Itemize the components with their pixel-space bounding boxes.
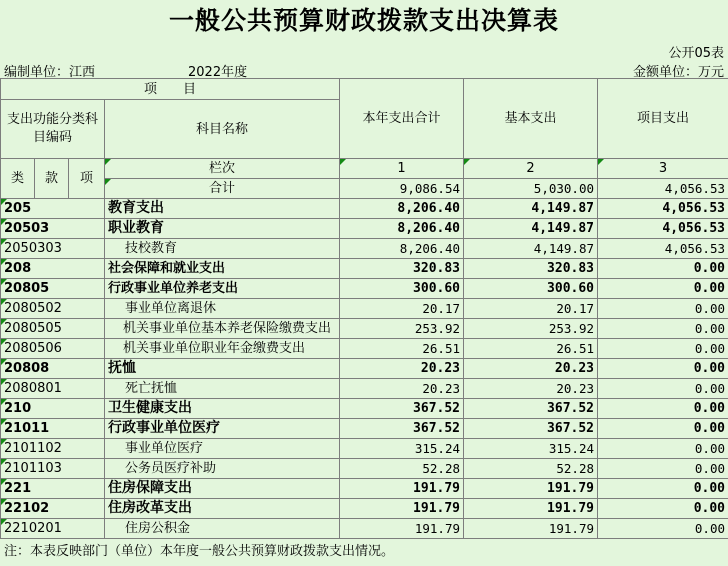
row-total: 315.24 <box>340 439 464 459</box>
table-row <box>1 199 728 219</box>
row-basic: 191.79 <box>464 519 598 539</box>
row-subject-name: 机关事业单位基本养老保险缴费支出 <box>105 319 340 339</box>
row-basic: 4,149.87 <box>464 239 598 259</box>
row-total: 367.52 <box>340 399 464 419</box>
header-row-columns <box>1 159 728 179</box>
row-total: 191.79 <box>340 499 464 519</box>
row-total: 8,206.40 <box>340 219 464 239</box>
sum-basic: 5,030.00 <box>464 179 598 199</box>
table-row <box>1 359 728 379</box>
header-item: 项 目 <box>1 79 340 100</box>
row-basic: 191.79 <box>464 499 598 519</box>
row-total: 8,206.40 <box>340 199 464 219</box>
row-project: 0.00 <box>598 499 728 519</box>
row-project: 4,056.53 <box>598 239 728 259</box>
header-basic: 基本支出 <box>464 79 598 159</box>
row-total: 191.79 <box>340 479 464 499</box>
row-basic: 191.79 <box>464 479 598 499</box>
row-project: 0.00 <box>598 519 728 539</box>
sum-row <box>1 179 728 199</box>
header-xiang: 项 <box>69 159 105 199</box>
header-project: 项目支出 <box>598 79 728 159</box>
table-row <box>1 419 728 439</box>
row-project: 0.00 <box>598 319 728 339</box>
column-no-2: 2 <box>464 159 598 179</box>
row-project: 4,056.53 <box>598 199 728 219</box>
row-project: 0.00 <box>598 299 728 319</box>
row-code: 2080505 <box>1 319 105 339</box>
row-code: 2210201 <box>1 519 105 539</box>
table-row <box>1 499 728 519</box>
column-no-1: 1 <box>340 159 464 179</box>
table-row <box>1 459 728 479</box>
row-code: 22102 <box>1 499 105 519</box>
row-project: 0.00 <box>598 399 728 419</box>
row-code: 2101102 <box>1 439 105 459</box>
row-project: 0.00 <box>598 359 728 379</box>
header-code-group: 支出功能分类科目编码 <box>1 100 105 159</box>
row-total: 253.92 <box>340 319 464 339</box>
money-unit: 金额单位：万元 <box>632 65 724 80</box>
row-subject-name: 技校教育 <box>105 239 340 259</box>
table-row <box>1 319 728 339</box>
row-basic: 253.92 <box>464 319 598 339</box>
row-code: 2080506 <box>1 339 105 359</box>
row-basic: 4,149.87 <box>464 219 598 239</box>
row-basic: 26.51 <box>464 339 598 359</box>
row-code: 20805 <box>1 279 105 299</box>
row-code: 2101103 <box>1 459 105 479</box>
row-subject-name: 行政事业单位医疗 <box>105 419 340 439</box>
row-total: 367.52 <box>340 419 464 439</box>
header-row-item <box>1 79 728 100</box>
row-total: 191.79 <box>340 519 464 539</box>
row-subject-name: 住房改革支出 <box>105 499 340 519</box>
row-total: 320.83 <box>340 259 464 279</box>
expenditure-table <box>0 78 728 539</box>
row-basic: 320.83 <box>464 259 598 279</box>
column-no-label: 栏次 <box>105 159 340 179</box>
header-lei: 类 <box>1 159 35 199</box>
row-subject-name: 住房公积金 <box>105 519 340 539</box>
table-row <box>1 519 728 539</box>
row-total: 300.60 <box>340 279 464 299</box>
row-total: 20.23 <box>340 359 464 379</box>
row-subject-name: 教育支出 <box>105 199 340 219</box>
row-code: 2050303 <box>1 239 105 259</box>
row-project: 0.00 <box>598 339 728 359</box>
table-row <box>1 259 728 279</box>
row-total: 20.23 <box>340 379 464 399</box>
table-row <box>1 439 728 459</box>
row-total: 8,206.40 <box>340 239 464 259</box>
report-year: 2022年度 <box>188 65 248 80</box>
row-total: 20.17 <box>340 299 464 319</box>
row-project: 0.00 <box>598 259 728 279</box>
row-subject-name: 社会保障和就业支出 <box>105 259 340 279</box>
row-code: 21011 <box>1 419 105 439</box>
row-subject-name: 职业教育 <box>105 219 340 239</box>
sum-label: 合计 <box>105 179 340 199</box>
table-row <box>1 339 728 359</box>
table-row <box>1 379 728 399</box>
row-code: 205 <box>1 199 105 219</box>
row-subject-name: 机关事业单位职业年金缴费支出 <box>105 339 340 359</box>
row-project: 0.00 <box>598 459 728 479</box>
table-row <box>1 479 728 499</box>
row-basic: 367.52 <box>464 419 598 439</box>
row-code: 20503 <box>1 219 105 239</box>
row-project: 0.00 <box>598 379 728 399</box>
row-subject-name: 卫生健康支出 <box>105 399 340 419</box>
header-kuan: 款 <box>35 159 69 199</box>
row-basic: 300.60 <box>464 279 598 299</box>
row-subject-name: 住房保障支出 <box>105 479 340 499</box>
row-subject-name: 行政事业单位养老支出 <box>105 279 340 299</box>
row-basic: 52.28 <box>464 459 598 479</box>
row-project: 0.00 <box>598 419 728 439</box>
table-row <box>1 399 728 419</box>
sum-project: 4,056.53 <box>598 179 728 199</box>
row-basic: 20.23 <box>464 379 598 399</box>
form-code: 公开05表 <box>668 46 724 61</box>
row-project: 0.00 <box>598 439 728 459</box>
row-basic: 4,149.87 <box>464 199 598 219</box>
footnote: 注：本表反映部门（单位）本年度一般公共预算财政拨款支出情况。 <box>4 544 395 559</box>
column-no-3: 3 <box>598 159 728 179</box>
table-row <box>1 239 728 259</box>
report-title: 一般公共预算财政拨款支出决算表 <box>168 6 559 35</box>
row-total: 52.28 <box>340 459 464 479</box>
row-project: 4,056.53 <box>598 219 728 239</box>
row-code: 2080801 <box>1 379 105 399</box>
table-row <box>1 219 728 239</box>
header-subject-name: 科目名称 <box>105 100 340 159</box>
row-subject-name: 抚恤 <box>105 359 340 379</box>
row-project: 0.00 <box>598 479 728 499</box>
row-code: 2080502 <box>1 299 105 319</box>
row-total: 26.51 <box>340 339 464 359</box>
row-code: 208 <box>1 259 105 279</box>
row-basic: 315.24 <box>464 439 598 459</box>
row-basic: 20.23 <box>464 359 598 379</box>
compiling-unit: 编制单位：江西 <box>4 65 96 80</box>
row-basic: 20.17 <box>464 299 598 319</box>
header-total: 本年支出合计 <box>340 79 464 159</box>
table-row <box>1 299 728 319</box>
row-code: 20808 <box>1 359 105 379</box>
table-row <box>1 279 728 299</box>
sum-total: 9,086.54 <box>340 179 464 199</box>
row-subject-name: 死亡抚恤 <box>105 379 340 399</box>
row-code: 221 <box>1 479 105 499</box>
row-subject-name: 事业单位离退休 <box>105 299 340 319</box>
row-project: 0.00 <box>598 279 728 299</box>
row-code: 210 <box>1 399 105 419</box>
row-subject-name: 事业单位医疗 <box>105 439 340 459</box>
row-subject-name: 公务员医疗补助 <box>105 459 340 479</box>
row-basic: 367.52 <box>464 399 598 419</box>
